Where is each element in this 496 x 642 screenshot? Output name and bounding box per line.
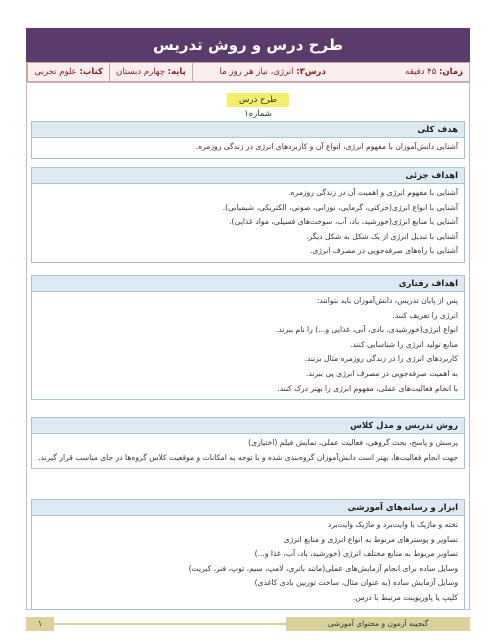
partial-goal-item: آشنایی با منابع انرژی(خورشید، باد، آب، سوخت‌های فسیلی، مواد غذایی). [229,217,458,227]
general-goal-section [31,121,465,159]
time-label: زمان: [438,67,463,77]
tools-item: کلیپ یا پاورپوینت مرتبط با درس. [352,592,458,602]
book-label: کتاب: [79,67,103,77]
grade-cell [109,63,192,81]
behavioral-goal-item: انرژی را تعریف کنند. [392,310,458,320]
tools-section [31,499,465,610]
tools-item: تخته و ماژیک یا وایت‌برد و ماژیک وایت‌برد [327,520,458,529]
partial-goal-item: آشنایی با انواع انرژی(حرکتی، گرمایی، نورانی، صوتی، الکتریکی، شیمیایی). [222,202,458,212]
behavioral-goal-item: پس از پایان تدریس، دانش‌آموزان باید بتوانند: [316,296,458,305]
behavioral-goals-body [32,292,464,399]
plan-number-badge: طرح درس شماره۱ [227,93,289,107]
partial-goals-heading: اهداف جزئی [32,168,464,184]
lesson-label: درس۳: [296,67,326,77]
behavioral-goal-item: انواع انرژی(خورشیدی، بادی، آبی، غذایی و...) را نام ببرند. [275,325,458,335]
partial-goals-body [32,184,464,262]
teaching-method-heading: روش تدریس و مدل کلاس [32,418,464,434]
teaching-method-line: پرسش و پاسخ، بحث گروهی، فعالیت عملی، نمایش فیلم (اختیاری) [248,438,458,447]
general-goal-line: آشنایی دانش‌آموزان با مفهوم انرژی، انواع آن و کاربردهای انرژی در زندگی روزمره. [195,142,458,151]
page-number: ۱ [26,617,54,631]
tools-body [32,516,464,609]
teaching-method-body [32,434,464,468]
behavioral-goal-item: منابع تولید انرژی را شناسایی کنند. [349,339,458,349]
tools-item: تصاویر و پوسترهای مربوط به انواع انرژی و منابع انرژی [283,534,458,544]
behavioral-goal-item: با انجام فعالیت‌های عملی، مفهوم انرژی را بهتر درک کنند. [277,383,458,393]
tools-item: وسایل آزمایش ساده (به عنوان مثال، ساخت توربین بادی کاغذی) [254,578,458,588]
time-value: ۴۵ دقیقه [405,67,437,77]
book-cell [27,63,109,81]
footer-brand: گنجینه آزمون و محتوای آموزشی [286,617,470,631]
tools-item: تصاویر مربوط به منابع مختلف انرژی (خورشید، باد، آب، غذا و...) [254,549,458,559]
teaching-method-section [31,417,465,469]
tools-heading: ابزار و رسانه‌های آموزشی [32,500,464,516]
partial-goal-item: آشنایی با مفهوم انرژی و اهمیت آن در زندگی روزمره. [288,188,458,197]
teaching-method-paragraph: جهت انجام فعالیت‌ها، بهتر است دانش‌آموزان گروه‌بندی شده و با توجه به امکانات و موقعیت کلاس گروه‌ها در جای مناسب قرار گیرند. [38,452,458,462]
grade-label: پایه: [167,67,186,77]
lesson-cell [192,63,332,81]
behavioral-goals-section [31,275,465,400]
lesson-value: انرژی، نیاز هر روز ما [219,67,294,77]
behavioral-goal-item: به اهمیت صرفه‌جویی در مصرف انرژی پی ببرند. [305,368,458,378]
behavioral-goals-heading: اهداف رفتاری [32,276,464,292]
footer-divider [54,623,286,625]
tools-item: وسایل ساده برای انجام آزمایش‌های عملی(مانند باتری، لامپ، سیم، توپ، فنر، کبریت) [188,563,458,573]
book-value: علوم تجربی [34,67,77,77]
behavioral-goal-item: کاربردهای انرژی را در زندگی روزمره مثال بزنند. [304,354,458,364]
general-goal-body [32,138,464,158]
plan-frame [26,82,470,610]
page-title: طرح درس و روش تدریس [26,28,470,62]
lesson-info-row [26,62,470,82]
partial-goals-section [31,167,465,263]
partial-goal-item: آشنایی با راه‌های صرفه‌جویی در مصرف انرژی. [309,246,458,256]
general-goal-heading: هدف کلی [32,122,464,138]
grade-value: چهارم دبستان [116,67,165,77]
partial-goal-item: آشنایی با تبدیل انرژی از یک شکل به شکل دیگر. [306,231,458,241]
time-cell [332,63,469,81]
